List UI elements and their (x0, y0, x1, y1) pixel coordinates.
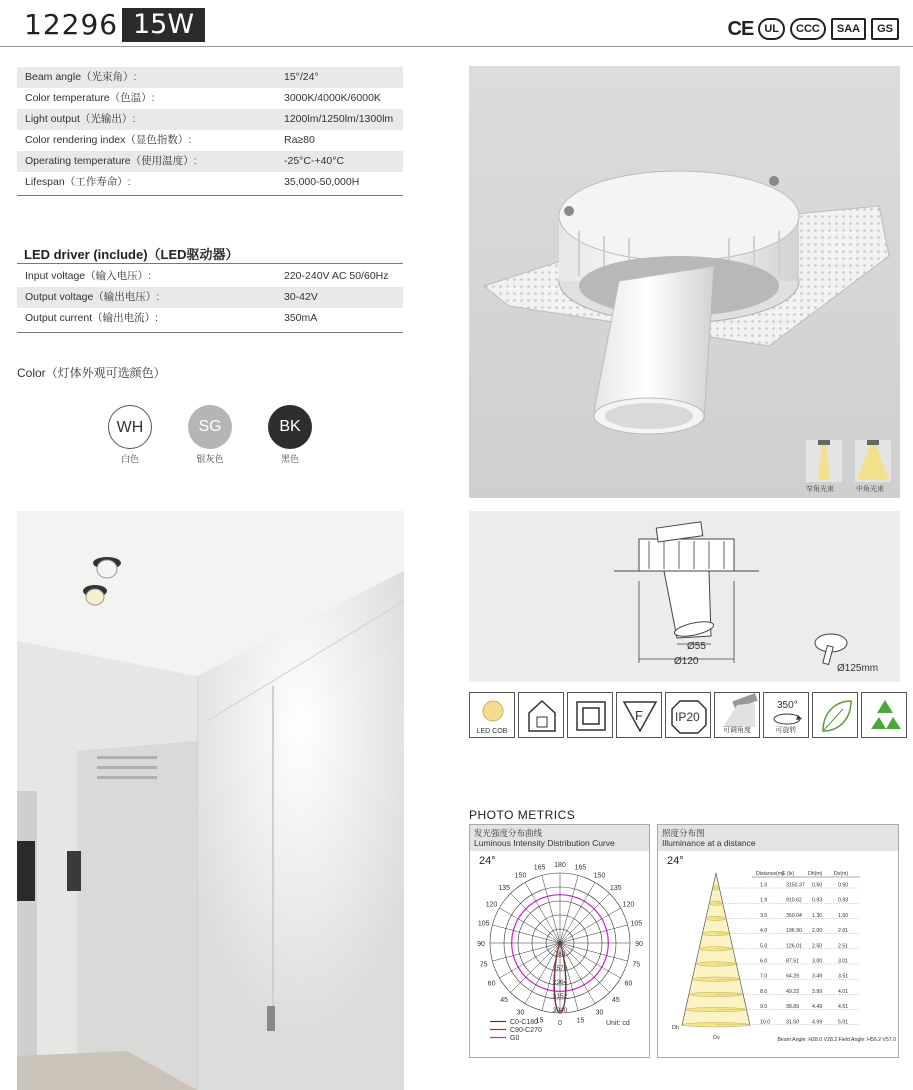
polar-spoke (499, 943, 560, 978)
polar-angle-label: 90 (477, 941, 485, 948)
class-ii-icon (567, 692, 613, 738)
illuminance-cell: 31.50 (786, 1019, 799, 1026)
polar-angle-label: 165 (574, 864, 587, 872)
illuminance-cell: 4.0 (760, 928, 768, 935)
illuminance-cell: 2.00 (812, 928, 823, 935)
body-diameter: Ø120 (674, 656, 699, 667)
polar-spoke (492, 925, 560, 943)
color-label-sg: 银灰色 (196, 454, 224, 464)
polar-angle-label: 45 (611, 996, 620, 1004)
spec-value: 35,000-50,000H (284, 176, 360, 188)
narrow-beam-label: 窄角光束 (806, 486, 834, 493)
illuminance-cell: 4.51 (838, 1004, 849, 1011)
illuminance-cell: 10.0 (760, 1019, 771, 1026)
spec-row (17, 151, 403, 172)
driver-row (17, 266, 403, 287)
indoor-house-icon (518, 692, 564, 738)
polar-angle-label: 105 (630, 920, 643, 928)
illuminance-cell: 5.0 (760, 943, 768, 950)
illuminance-cell: 3.00 (812, 958, 823, 965)
color-swatch-bk[interactable]: BK (268, 405, 312, 449)
illuminance-cell: 196.90 (786, 928, 802, 935)
driver-top-divider (17, 263, 403, 264)
driver-title: LED driver (include)（LED驱动器） (24, 247, 239, 262)
dv-label: Dv (713, 1035, 720, 1041)
color-label-wh: 白色 (120, 454, 139, 464)
polar-spoke (525, 882, 560, 943)
recycle-icon (861, 692, 907, 738)
polar-angle-label: 90 (635, 941, 643, 948)
illuminance-cell: 87.51 (786, 958, 799, 965)
illuminance-cell: 64.29 (786, 973, 799, 980)
illuminance-title-cn: 照度分布图 (662, 828, 705, 838)
medium-beam-tile (855, 440, 891, 482)
driver-row (17, 308, 403, 329)
illuminance-title-en: Illuminance at a distance (662, 838, 756, 848)
spec-row (17, 88, 403, 109)
polar-spoke (560, 943, 621, 978)
saa-mark: SAA (831, 18, 866, 40)
polar-ring-label: 3940 (552, 1007, 568, 1014)
polar-spoke (560, 943, 628, 961)
illuminance-cell: 126.01 (786, 943, 802, 950)
driver-value: 350mA (284, 312, 318, 324)
illuminance-cell: 1.50 (838, 912, 849, 919)
illuminance-cell: 1.9 (760, 897, 768, 904)
illuminance-cell: 8.0 (760, 988, 768, 995)
narrow-beam-tile (806, 440, 842, 482)
polar-panel (469, 824, 650, 1058)
illuminance-cell: 910.62 (786, 897, 802, 904)
product-photo (469, 66, 900, 498)
polar-angle-label: 15 (535, 1017, 544, 1025)
driver-label: Output current（输出电流）: (25, 312, 159, 324)
tilt-angle-icon (714, 692, 760, 738)
polar-angle-label: 60 (624, 980, 633, 988)
color-swatch-wh[interactable]: WH (108, 405, 152, 449)
illuminance-cell: 38.89 (786, 1004, 799, 1011)
medium-beam-label: 中角光束 (856, 486, 884, 493)
polar-unit: Unit: cd (606, 1020, 630, 1027)
polar-spoke (499, 908, 560, 943)
f-mark-icon (616, 692, 662, 738)
wattage-badge: 15W (122, 8, 205, 42)
driver-label: Input voltage（输入电压）: (25, 270, 152, 282)
spec-label: Light output（光输出）: (25, 113, 136, 125)
polar-angle-label: 165 (533, 864, 546, 872)
tilt-caption: 可调角度 (723, 727, 751, 734)
polar-angle-label: 105 (477, 920, 490, 928)
illuminance-beam-angle: 24° (667, 855, 684, 867)
driver-value: 220-240V AC 50/60Hz (284, 270, 389, 282)
illuminance-cell: 3.51 (838, 973, 849, 980)
photometrics-title: PHOTO METRICS (469, 808, 576, 822)
legend-entry: G0 (510, 1035, 520, 1042)
rotate-icon (763, 692, 809, 738)
polar-chart (470, 825, 651, 1059)
polar-spoke (492, 943, 560, 961)
tube-diameter: Ø55 (687, 641, 706, 652)
polar-angle-label: 60 (487, 980, 496, 988)
ip20-label: IP20 (675, 710, 700, 724)
illuminance-cell: 0.50 (812, 882, 823, 889)
illuminance-column-header: Distance(m) (756, 871, 784, 877)
dimension-drawing (469, 511, 900, 682)
polar-angle-label: 150 (514, 872, 527, 880)
illuminance-cell: 3150.37 (786, 882, 805, 889)
color-title: Color（灯体外观可选颜色） (17, 366, 166, 380)
legend-entry: C0-C180 (510, 1019, 539, 1026)
rotate-angle: 350° (777, 700, 798, 711)
illuminance-column-header: Dh(m) (808, 871, 823, 877)
ce-mark: CE (727, 18, 754, 40)
spec-value: 3000K/4000K/6000K (284, 92, 381, 104)
illuminance-cell: 9.0 (760, 1004, 768, 1011)
illuminance-chart (658, 825, 900, 1059)
color-label-bk: 黑色 (280, 454, 299, 464)
feature-icons (469, 692, 907, 738)
illuminance-cell: 4.99 (812, 1019, 823, 1026)
illuminance-cell: 1.0 (760, 882, 768, 889)
polar-beam-angle: 24° (479, 855, 496, 867)
polar-spoke (560, 882, 595, 943)
spec-value: 1200lm/1250lm/1300lm (284, 113, 394, 125)
eco-leaf-icon (812, 692, 858, 738)
illuminance-column-header: Dv(m) (834, 871, 849, 877)
spec-value: 15°/24° (284, 71, 319, 83)
dh-label: Dh (672, 1025, 680, 1031)
spec-row (17, 130, 403, 151)
illuminance-cell: 4.01 (838, 988, 849, 995)
driver-label: Output voltage（输出电压）: (25, 291, 160, 303)
spec-row (17, 67, 403, 88)
polar-angle-label: 75 (479, 961, 488, 969)
illuminance-footer: Beam Angle: H28.0 V28.2 Field Angle: H56.2 V57.0 (777, 1037, 896, 1043)
illuminance-cell: 3.01 (838, 958, 849, 965)
illuminance-cell: 2.51 (838, 943, 849, 950)
svg-text:F: F (635, 708, 643, 723)
polar-ring-label: 2364 (552, 979, 568, 986)
illuminance-cell: 2.50 (812, 943, 823, 950)
polar-title-cn: 发光强度分布曲线 (474, 828, 543, 838)
led-cob-caption: LED COB (476, 728, 508, 735)
illuminance-cell: 4.49 (812, 1004, 823, 1011)
polar-ring-label: 788 (554, 951, 566, 958)
polar-angle-label: 0 (558, 1020, 562, 1027)
spec-row (17, 109, 403, 130)
ccc-mark: CCC (790, 18, 826, 40)
illuminance-cell: 3.49 (812, 973, 823, 980)
polar-angle-label: 75 (632, 961, 641, 969)
illuminance-cell: 6.0 (760, 958, 768, 965)
illuminance-cell: 350.04 (786, 912, 802, 919)
polar-title-en: Luminous Intensity Distribution Curve (474, 838, 615, 848)
polar-ring-label: 3152 (552, 993, 568, 1000)
illuminance-cell: 5.01 (838, 1019, 849, 1026)
gs-mark: GS (871, 18, 899, 40)
color-swatch-sg[interactable]: SG (188, 405, 232, 449)
spec-label: Lifespan（工作寿命）: (25, 176, 131, 188)
rotate-caption: 可旋转 (775, 727, 797, 734)
spec-table (17, 67, 403, 193)
header-divider (0, 46, 913, 47)
led-cob-icon (469, 692, 515, 738)
ul-mark: UL (758, 18, 785, 40)
polar-angle-label: 135 (498, 885, 510, 893)
polar-spoke (560, 925, 628, 943)
illuminance-panel (657, 824, 899, 1058)
illuminance-cell: 1.30 (812, 912, 823, 919)
cutout-diameter: Ø125mm (837, 663, 879, 674)
illuminance-cell: 3.0 (760, 912, 768, 919)
polar-angle-label: 135 (610, 885, 622, 893)
polar-angle-label: 30 (595, 1009, 604, 1017)
polar-spoke (542, 875, 560, 943)
spec-label: Color rendering index（显色指数）: (25, 134, 192, 146)
illuminance-cell: 2.01 (838, 928, 849, 935)
polar-spoke (560, 908, 621, 943)
polar-angle-label: 180 (554, 862, 566, 869)
model-number: 12296 (24, 8, 119, 41)
room-photo (17, 511, 404, 1090)
polar-angle-label: 120 (622, 901, 635, 909)
spec-label: Color temperature（色温）: (25, 92, 155, 104)
illuminance-cell: 0.50 (838, 882, 849, 889)
polar-angle-label: 120 (485, 901, 498, 909)
illuminance-cell: 3.99 (812, 988, 823, 995)
spec-divider (17, 195, 403, 196)
illuminance-cell: 0.93 (812, 897, 823, 904)
polar-spoke (560, 875, 578, 943)
driver-divider (17, 332, 403, 333)
driver-value: 30-42V (284, 291, 318, 303)
polar-angle-label: 15 (576, 1017, 585, 1025)
illuminance-cell: 0.93 (838, 897, 849, 904)
ip20-icon (665, 692, 711, 738)
spec-label: Beam angle（光束角）: (25, 71, 137, 83)
spec-row (17, 172, 403, 193)
spec-value: Ra≥80 (284, 134, 315, 146)
spec-value: -25°C-+40°C (284, 155, 345, 167)
driver-table (17, 266, 403, 329)
illuminance-column-header: E (lx) (782, 871, 795, 877)
polar-angle-label: 150 (593, 872, 606, 880)
certification-marks (728, 18, 899, 40)
polar-angle-label: 45 (500, 996, 509, 1004)
spec-label: Operating temperature（使用温度）: (25, 155, 197, 167)
polar-angle-label: 30 (516, 1009, 525, 1017)
polar-ring-label: 1576 (552, 965, 568, 972)
illuminance-cell: 49.22 (786, 988, 799, 995)
illuminance-cell: 7.0 (760, 973, 768, 980)
driver-row (17, 287, 403, 308)
legend-entry: C90-C270 (510, 1027, 542, 1034)
